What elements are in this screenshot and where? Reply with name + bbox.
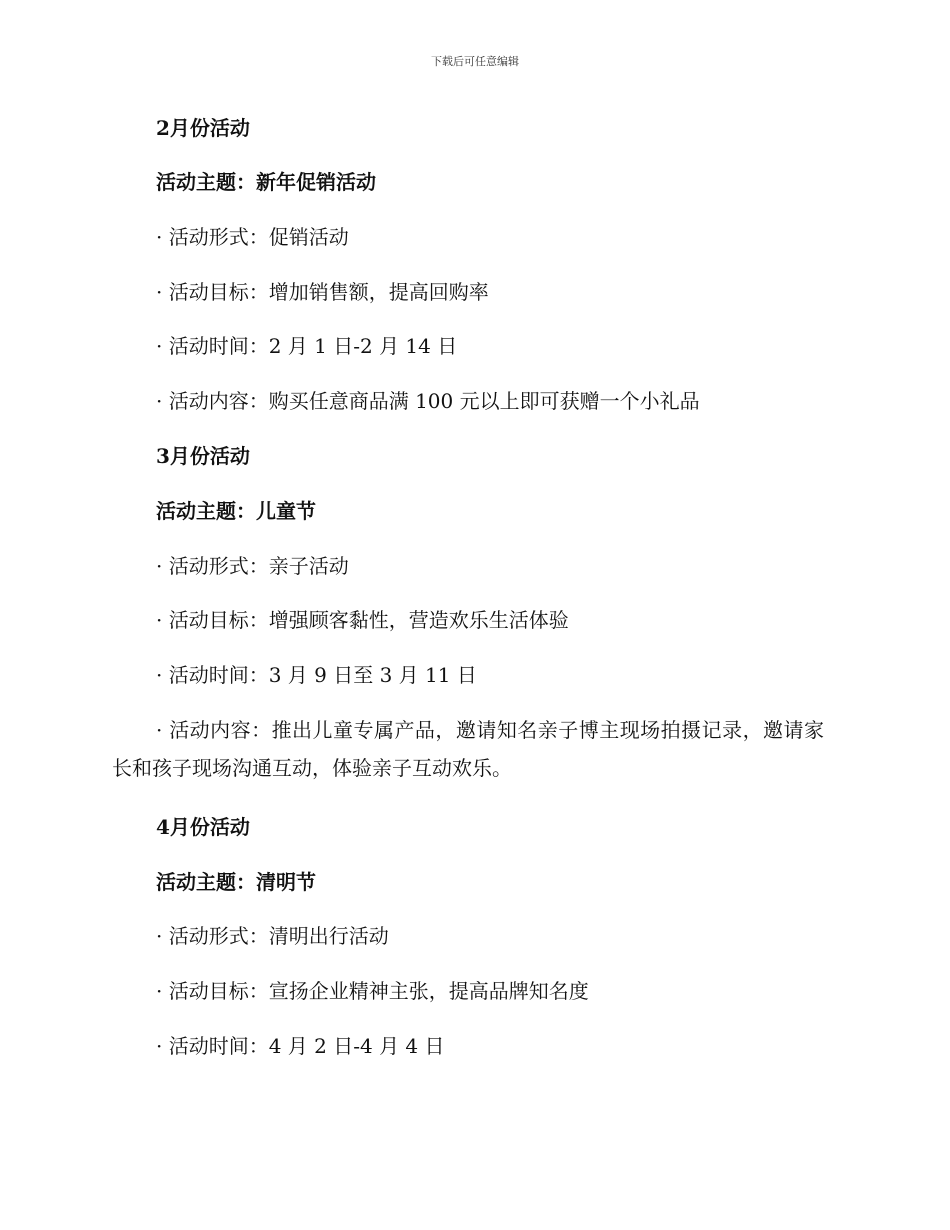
month-heading-february: 2月份活动 <box>156 116 250 140</box>
activity-goal-march: · 活动目标：增强顾客黏性，营造欢乐生活体验 <box>156 608 569 632</box>
activity-content-march: · 活动内容：推出儿童专属产品，邀请知名亲子博主现场拍摄记录，邀请家长和孩子现场沟通互动，体验亲子互动欢乐。 <box>112 718 824 780</box>
activity-content-february: · 活动内容：购买任意商品满 100 元以上即可获赠一个小礼品 <box>156 389 700 413</box>
activity-time-february: · 活动时间：2 月 1 日-2 月 14 日 <box>156 334 458 358</box>
month-heading-march: 3月份活动 <box>156 444 250 468</box>
activity-theme-april: 活动主题：清明节 <box>156 870 316 894</box>
month-heading-april: 4月份活动 <box>156 815 250 839</box>
activity-time-march: · 活动时间：3 月 9 日至 3 月 11 日 <box>156 663 477 687</box>
activity-theme-february: 活动主题：新年促销活动 <box>156 170 376 194</box>
activity-form-april: · 活动形式：清明出行活动 <box>156 924 389 948</box>
activity-form-march: · 活动形式：亲子活动 <box>156 554 349 578</box>
activity-goal-april: · 活动目标：宣扬企业精神主张，提高品牌知名度 <box>156 979 589 1003</box>
activity-time-april: · 活动时间：4 月 2 日-4 月 4 日 <box>156 1034 445 1058</box>
activity-goal-february: · 活动目标：增加销售额，提高回购率 <box>156 280 489 304</box>
page-header: 下载后可任意编辑 <box>431 55 519 68</box>
activity-theme-march: 活动主题：儿童节 <box>156 499 316 523</box>
activity-form-february: · 活动形式：促销活动 <box>156 225 349 249</box>
